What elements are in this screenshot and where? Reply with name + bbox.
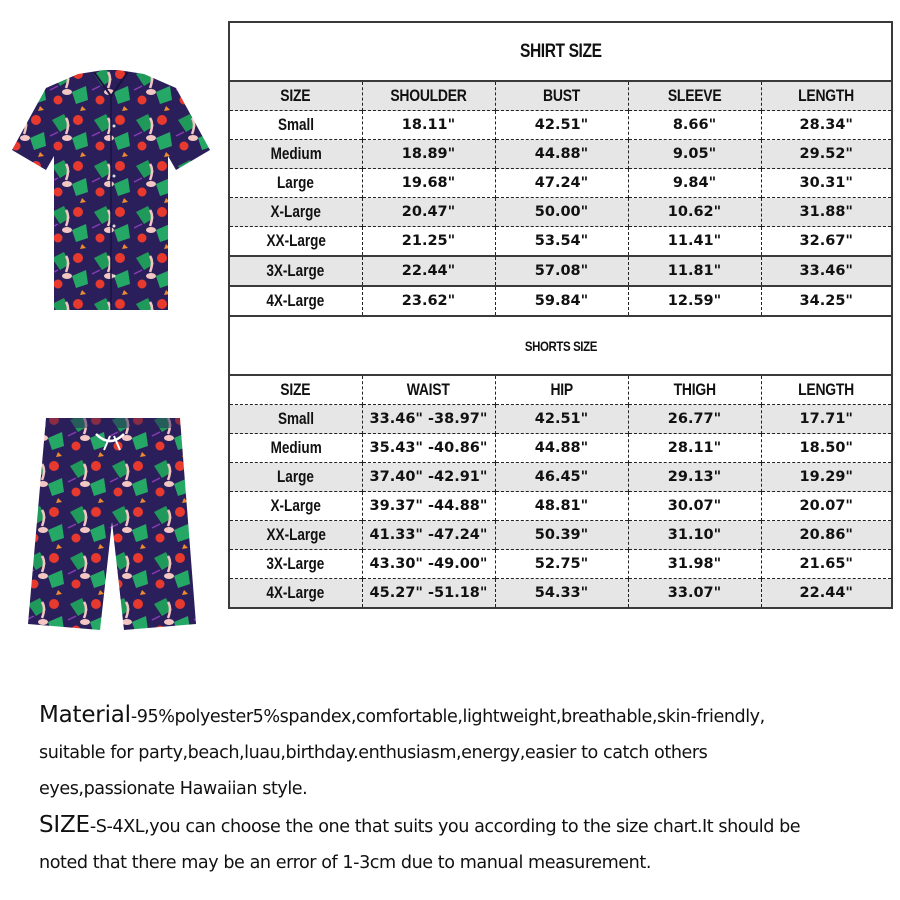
- table-cell: 19.29": [761, 463, 892, 492]
- table-cell: 48.81": [495, 492, 628, 521]
- size-label: Medium: [229, 434, 362, 463]
- table-cell: 53.54": [495, 227, 628, 257]
- table-row: [229, 405, 892, 434]
- table-cell: 57.08": [495, 256, 628, 286]
- column-header: HIP: [495, 375, 628, 405]
- material-line-2: suitable for party,beach,luau,birthday.enthusiasm,energy,easier to catch others: [39, 743, 708, 763]
- table-cell: 29.13": [628, 463, 761, 492]
- table-cell: 18.89": [362, 140, 495, 169]
- size-label: Large: [229, 463, 362, 492]
- table-cell: 47.24": [495, 169, 628, 198]
- shirt-size-title-row: [229, 22, 892, 81]
- table-row: [229, 550, 892, 579]
- table-cell: 30.31": [761, 169, 892, 198]
- column-header: LENGTH: [761, 81, 892, 111]
- table-cell: 41.33" -47.24": [362, 521, 495, 550]
- table-cell: 50.00": [495, 198, 628, 227]
- table-cell: 44.88": [495, 140, 628, 169]
- hawaiian-shirt-illustration: [6, 66, 216, 316]
- column-header: LENGTH: [761, 375, 892, 405]
- table-row: [229, 463, 892, 492]
- table-cell: 45.27" -51.18": [362, 579, 495, 609]
- table-cell: 52.75": [495, 550, 628, 579]
- table-cell: 19.68": [362, 169, 495, 198]
- material-label: Material: [39, 702, 131, 728]
- table-cell: 33.07": [628, 579, 761, 609]
- size-label: X-Large: [229, 198, 362, 227]
- table-row: [229, 256, 892, 286]
- shirt-product-image: [6, 66, 216, 316]
- table-cell: 18.11": [362, 111, 495, 140]
- table-cell: 33.46": [761, 256, 892, 286]
- table-row: [229, 227, 892, 257]
- shorts-header-row: [229, 375, 892, 405]
- table-cell: 42.51": [495, 111, 628, 140]
- table-cell: 54.33": [495, 579, 628, 609]
- table-cell: 35.43" -40.86": [362, 434, 495, 463]
- table-cell: 59.84": [495, 286, 628, 316]
- table-cell: 21.65": [761, 550, 892, 579]
- size-label: XX-Large: [229, 227, 362, 257]
- table-cell: 22.44": [761, 579, 892, 609]
- table-cell: 17.71": [761, 405, 892, 434]
- size-chart-table: [228, 21, 893, 609]
- table-row: [229, 579, 892, 609]
- table-cell: 44.88": [495, 434, 628, 463]
- column-header: THIGH: [628, 375, 761, 405]
- table-cell: 31.10": [628, 521, 761, 550]
- table-cell: 42.51": [495, 405, 628, 434]
- table-cell: 50.39": [495, 521, 628, 550]
- size-label: 3X-Large: [229, 550, 362, 579]
- table-cell: 18.50": [761, 434, 892, 463]
- table-row: [229, 140, 892, 169]
- table-row: [229, 521, 892, 550]
- table-cell: 43.30" -49.00": [362, 550, 495, 579]
- size-label: Small: [229, 405, 362, 434]
- table-cell: 28.11": [628, 434, 761, 463]
- table-cell: 34.25": [761, 286, 892, 316]
- column-header: SIZE: [229, 81, 362, 111]
- table-row: [229, 434, 892, 463]
- table-cell: 11.81": [628, 256, 761, 286]
- table-cell: 9.05": [628, 140, 761, 169]
- column-header: SIZE: [280, 380, 311, 399]
- table-cell: 23.62": [362, 286, 495, 316]
- table-cell: 28.34": [761, 111, 892, 140]
- table-cell: 9.84": [628, 169, 761, 198]
- table-row: [229, 111, 892, 140]
- table-cell: 39.37" -44.88": [362, 492, 495, 521]
- shorts-product-image: [24, 412, 200, 634]
- shorts-size-title-row: [229, 316, 892, 375]
- column-header: WAIST: [362, 375, 495, 405]
- table-cell: 12.59": [628, 286, 761, 316]
- column-header: BUST: [495, 81, 628, 111]
- table-cell: 20.47": [362, 198, 495, 227]
- table-row: [229, 492, 892, 521]
- column-header: SHOULDER: [362, 81, 495, 111]
- material-line-3: eyes,passionate Hawaiian style.: [39, 779, 308, 799]
- size-label: X-Large: [229, 492, 362, 521]
- table-cell: 11.41": [628, 227, 761, 257]
- column-header: SLEEVE: [628, 81, 761, 111]
- hawaiian-shorts-illustration: [24, 412, 200, 634]
- table-cell: 46.45": [495, 463, 628, 492]
- size-label: 4X-Large: [229, 579, 362, 609]
- table-row: [229, 286, 892, 316]
- table-cell: 10.62": [628, 198, 761, 227]
- shirt-header-row: [229, 81, 892, 111]
- table-cell: 26.77": [628, 405, 761, 434]
- size-label: Small: [229, 111, 362, 140]
- size-label: SIZE: [39, 812, 90, 838]
- size-line-1: SIZE-S-4XL,you can choose the one that suits you according to the size chart.It should be: [39, 812, 801, 838]
- table-cell: 32.67": [761, 227, 892, 257]
- shirt-size-title: SHIRT SIZE: [519, 40, 602, 62]
- table-cell: 21.25": [362, 227, 495, 257]
- size-label: XX-Large: [229, 521, 362, 550]
- table-cell: 22.44": [362, 256, 495, 286]
- size-label: 3X-Large: [229, 256, 362, 286]
- table-cell: 8.66": [628, 111, 761, 140]
- size-label: 4X-Large: [229, 286, 362, 316]
- table-cell: 20.07": [761, 492, 892, 521]
- table-row: [229, 169, 892, 198]
- table-cell: 31.88": [761, 198, 892, 227]
- table-cell: 33.46" -38.97": [362, 405, 495, 434]
- table-cell: 31.98": [628, 550, 761, 579]
- size-label: Large: [229, 169, 362, 198]
- size-label: Medium: [229, 140, 362, 169]
- size-line-2: noted that there may be an error of 1-3cm due to manual measurement.: [39, 853, 651, 873]
- table-cell: 30.07": [628, 492, 761, 521]
- shorts-size-title: SHORTS SIZE: [524, 337, 597, 354]
- table-cell: 29.52": [761, 140, 892, 169]
- table-cell: 37.40" -42.91": [362, 463, 495, 492]
- table-cell: 20.86": [761, 521, 892, 550]
- material-line-1: Material-95%polyester5%spandex,comfortable,lightweight,breathable,skin-friendly,: [39, 702, 765, 728]
- product-description: [39, 697, 899, 881]
- table-row: [229, 198, 892, 227]
